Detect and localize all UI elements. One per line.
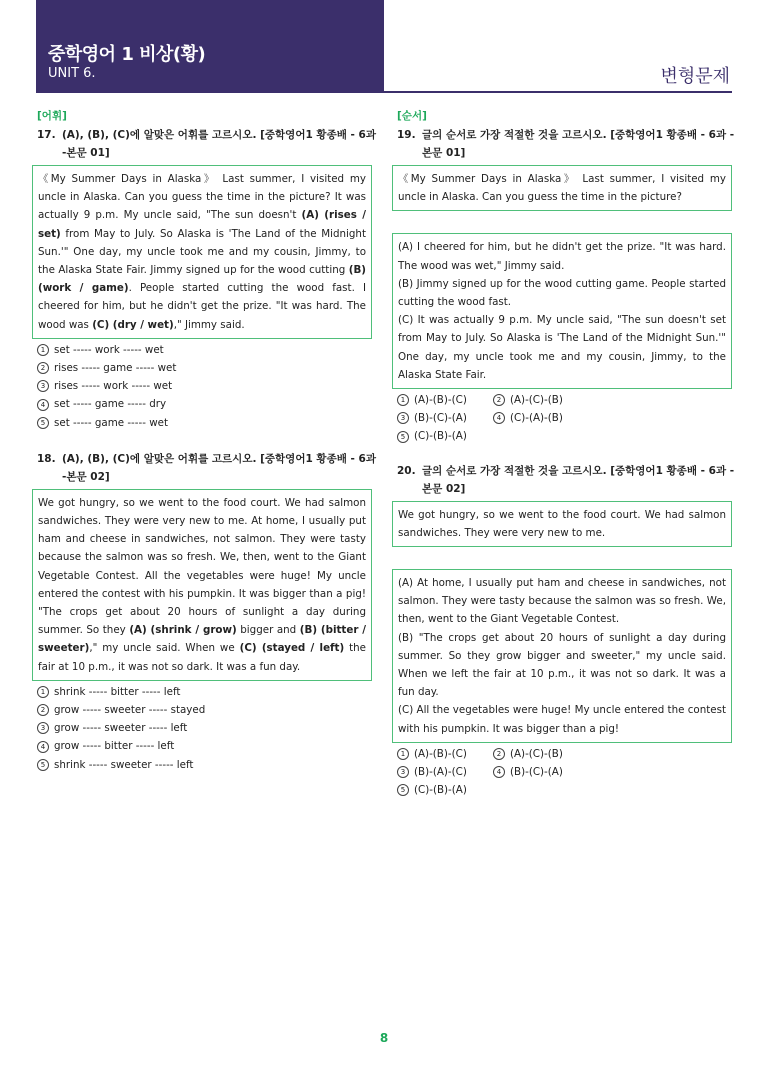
answer-option[interactable] [37, 395, 377, 413]
passage-box: We got hungry, so we went to the food court. We had salmon sandwiches. They were very new to me. At home, I usually put ham and cheese in sandwiches, not salmon. They were tasty because the salmon was so fresh. We, then, went to the Giant Vegetable Contest. All the vegetables were huge! My uncle entered the contest with his pumpkin. It was bigger than a pig! "The crops get about 20 hours of sunlight a day during summer. So they (A) (shrink / grow) bigger and (B) (bitter / sweeter)," my uncle said. When we (C) (stayed / left) the fair at 10 p.m., it was not so dark. It was a fun day. [32, 489, 372, 681]
answer-option[interactable] [397, 427, 493, 445]
option-number-icon: 4 [37, 741, 49, 753]
question-title: 글의 순서로 가장 적절한 것을 고르시오. [중학영어1 황종배 - 6과 -본문 02] [422, 464, 735, 495]
option-number-icon: 3 [37, 722, 49, 734]
option-text: (A)-(C)-(B) [510, 394, 563, 407]
answer-option[interactable] [37, 341, 377, 359]
blank-choice: (C) (dry / wet) [92, 318, 174, 331]
parts-box [392, 569, 732, 743]
answer-options [397, 745, 737, 800]
option-text: set ----- game ----- wet [54, 416, 168, 429]
unit-label: UNIT 6. [48, 66, 96, 81]
answer-option[interactable] [493, 391, 613, 409]
option-number-icon: 3 [37, 380, 49, 392]
option-number-icon: 1 [397, 394, 409, 406]
option-text: rises ----- game ----- wet [54, 362, 177, 375]
question-number: 17. [37, 129, 56, 141]
option-text: (C)-(B)-(A) [414, 430, 467, 443]
question-20 [397, 462, 737, 800]
page-number: 8 [379, 1031, 389, 1045]
answer-option[interactable] [37, 737, 377, 755]
answer-option[interactable] [37, 377, 377, 395]
passage-part: (B) "The crops get about 20 hours of sunlight a day during summer. So they grow bigger and sweeter," my uncle said. When we left the fair at 10 p.m., it was not so dark. It was a fun day. [398, 631, 726, 699]
question-number: 19. [397, 129, 416, 141]
option-number-icon: 3 [397, 766, 409, 778]
passage-box: 《My Summer Days in Alaska》 Last summer, I visited my uncle in Alaska. Can you guess the time in the picture? It was actually 9 p.m. My uncle said, "The sun doesn't (A) (rises / set) from May to July. So Alaska is 'The Land of the Midnight Sun.'" One day, my uncle took me and my cousin, Jimmy, to the Alaska State Fair. Jimmy signed up for the wood cutting (B) (work / game). People started cutting the wood fast. I cheered for him, but he didn't get the prize. "It was hard. The wood was (C) (dry / wet)," Jimmy said. [32, 165, 372, 339]
question-title: 글의 순서로 가장 적절한 것을 고르시오. [중학영어1 황종배 - 6과 -본문 01] [422, 129, 735, 159]
option-number-icon: 2 [493, 394, 505, 406]
option-number-icon: 2 [37, 704, 49, 716]
answer-options [37, 683, 377, 774]
answer-option[interactable] [397, 391, 493, 409]
option-number-icon: 4 [493, 766, 505, 778]
question-19 [397, 126, 737, 446]
option-text: set ----- work ----- wet [54, 343, 164, 356]
option-text: set ----- game ----- dry [54, 398, 167, 411]
worksheet-type: 변형문제 [660, 66, 730, 87]
answer-option[interactable] [37, 701, 377, 719]
blank-choice: (B) (bitter / sweeter) [38, 624, 367, 655]
answer-option[interactable] [397, 763, 493, 781]
blank-choice: (A) (rises / set) [38, 209, 366, 240]
answer-option[interactable] [493, 763, 613, 781]
question-title: (A), (B), (C)에 알맞은 어휘를 고르시오. [중학영어1 황종배 - 6과 -본문 02] [62, 452, 376, 483]
passage-part: (C) It was actually 9 p.m. My uncle said, "The sun doesn't set from May to July. So Alaska is 'The Land of the Midnight Sun.'" One day, my uncle took me and my cousin, Jimmy, to the Alaska State Fair. [398, 314, 726, 381]
answer-option[interactable] [397, 409, 493, 427]
question-number: 18. [37, 452, 56, 465]
right-column [397, 108, 737, 799]
option-number-icon: 2 [37, 362, 49, 374]
answer-option[interactable] [397, 745, 493, 763]
textbook-title: 중학영어 1 비상(황) [48, 44, 206, 65]
parts-box [392, 233, 732, 389]
answer-option[interactable] [37, 414, 377, 432]
answer-option[interactable] [37, 756, 377, 774]
question-18 [37, 450, 377, 774]
option-number-icon: 1 [397, 748, 409, 760]
option-number-icon: 4 [37, 399, 49, 411]
answer-option[interactable] [37, 719, 377, 737]
blank-choice: (C) (stayed / left) [239, 642, 345, 655]
question-number: 20. [397, 464, 416, 477]
option-number-icon: 1 [37, 344, 49, 356]
section-label-order: [순서] [397, 110, 427, 122]
answer-option[interactable] [397, 781, 493, 799]
answer-option[interactable] [493, 745, 613, 763]
option-text: (A)-(B)-(C) [414, 394, 467, 407]
answer-option[interactable] [493, 409, 613, 427]
option-text: (B)-(C)-(A) [510, 766, 563, 779]
blank-choice: (A) (shrink / grow) [129, 624, 237, 637]
passage-part: (A) I cheered for him, but he didn't get the prize. "It was hard. The wood was wet," Jimmy said. [398, 241, 726, 272]
option-number-icon: 2 [493, 748, 505, 760]
option-number-icon: 3 [397, 412, 409, 424]
answer-options [397, 391, 737, 446]
answer-options [37, 341, 377, 432]
option-text: (B)-(C)-(A) [414, 412, 467, 425]
option-text: (B)-(A)-(C) [414, 766, 467, 779]
intro-box: 《My Summer Days in Alaska》 Last summer, I visited my uncle in Alaska. Can you guess the time in the picture? [392, 165, 732, 211]
blank-choice: (B) (work / game) [38, 264, 366, 295]
left-column [37, 108, 377, 774]
option-text: (C)-(B)-(A) [414, 784, 467, 797]
header-banner [36, 0, 384, 91]
option-number-icon: 4 [493, 412, 505, 424]
option-text: shrink ----- bitter ----- left [54, 685, 181, 698]
option-text: (A)-(C)-(B) [510, 747, 563, 760]
option-text: (C)-(A)-(B) [510, 412, 563, 425]
header-divider [36, 91, 732, 93]
passage-part: (B) Jimmy signed up for the wood cutting game. People started cutting the wood fast. [398, 277, 726, 309]
passage-part: (C) All the vegetables were huge! My uncle entered the contest with his pumpkin. It was bigger than a pig! [398, 704, 726, 735]
option-number-icon: 5 [37, 417, 49, 429]
answer-option[interactable] [37, 683, 377, 701]
option-text: grow ----- sweeter ----- left [54, 722, 188, 735]
option-text: rises ----- work ----- wet [54, 380, 173, 393]
option-number-icon: 1 [37, 686, 49, 698]
section-label-vocab: [어휘] [37, 110, 67, 122]
option-text: grow ----- sweeter ----- stayed [54, 704, 206, 717]
option-number-icon: 5 [397, 784, 409, 796]
question-title: (A), (B), (C)에 알맞은 어휘를 고르시오. [중학영어1 황종배 - 6과 -본문 01] [62, 129, 376, 159]
option-number-icon: 5 [397, 431, 409, 443]
option-text: grow ----- bitter ----- left [54, 740, 175, 753]
option-text: shrink ----- sweeter ----- left [54, 758, 194, 771]
intro-box: We got hungry, so we went to the food court. We had salmon sandwiches. They were very new to me. [392, 501, 732, 547]
option-number-icon: 5 [37, 759, 49, 771]
answer-option[interactable] [37, 359, 377, 377]
question-17 [37, 126, 377, 432]
passage-part: (A) At home, I usually put ham and cheese in sandwiches, not salmon. They were tasty because the salmon was so fresh. We, then, went to the Giant Vegetable Contest. [398, 577, 726, 626]
option-text: (A)-(B)-(C) [414, 747, 467, 760]
